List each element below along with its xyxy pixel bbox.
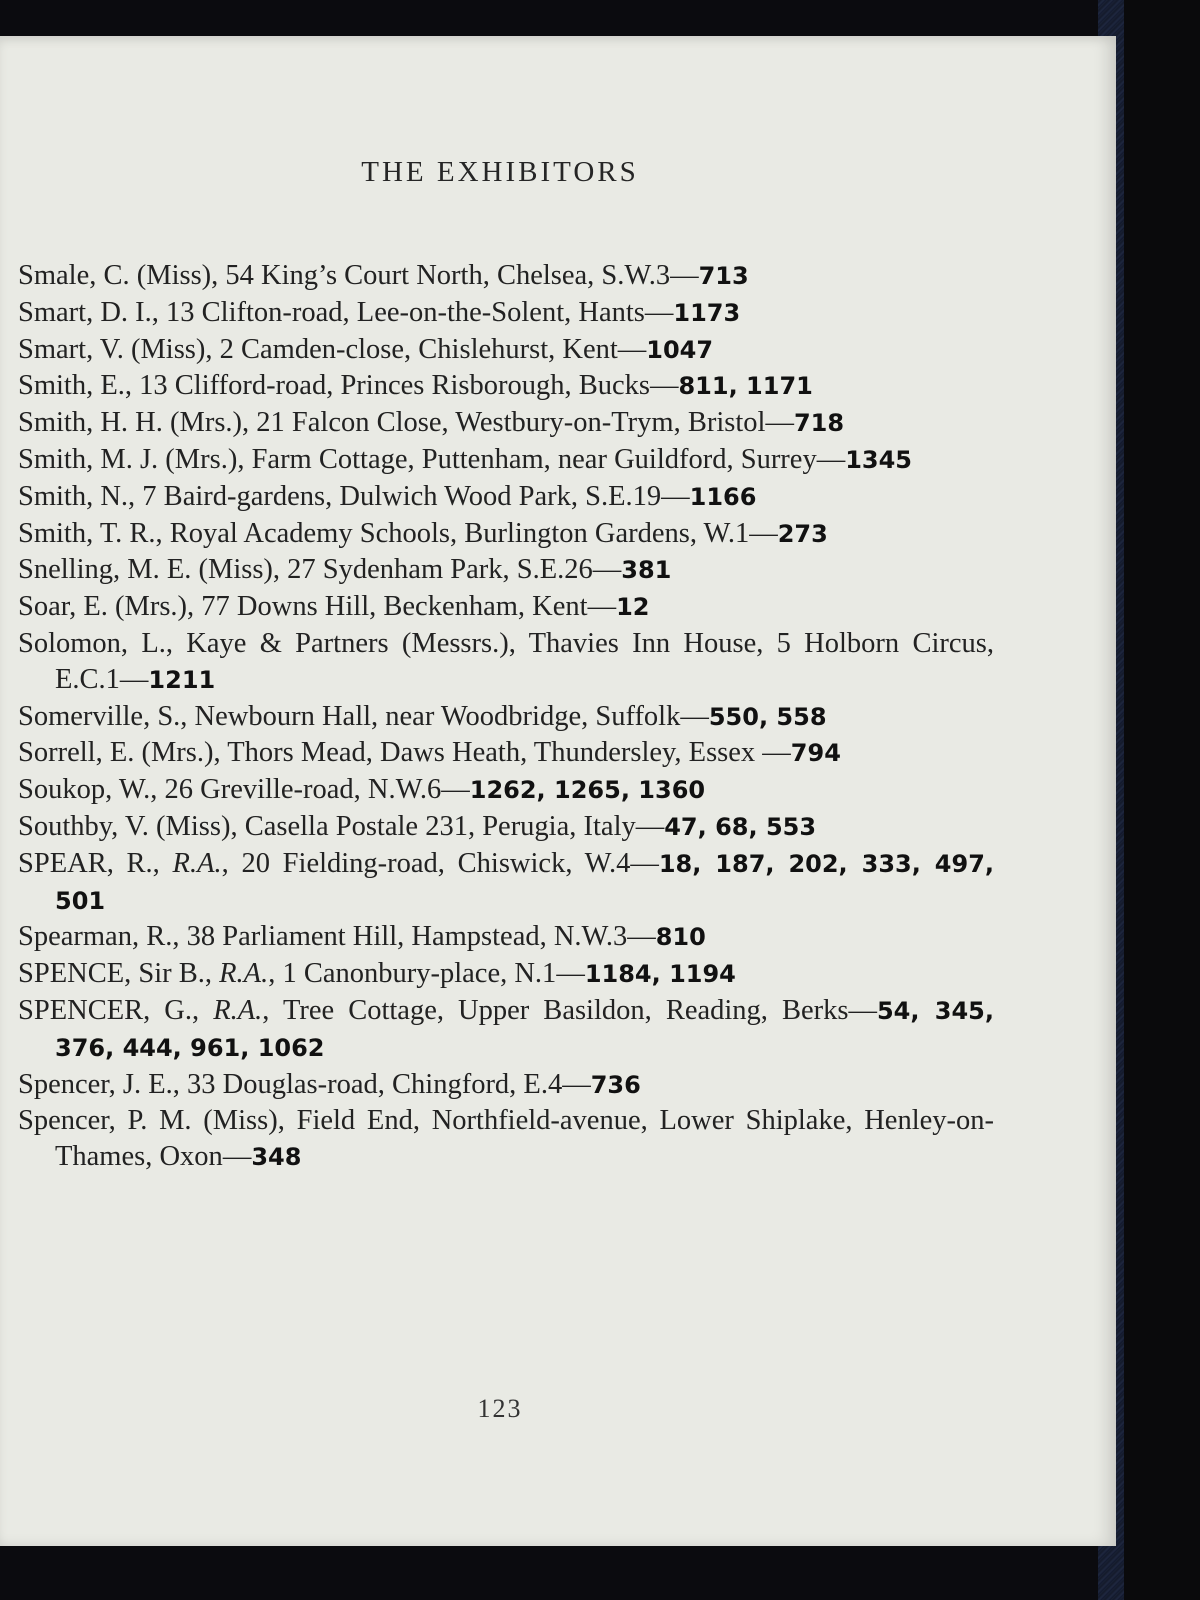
catalogue-numbers: 718 xyxy=(793,409,845,438)
book-page xyxy=(0,36,1116,1546)
academician-title: R.A. xyxy=(172,847,222,879)
academician-title: R.A. xyxy=(213,994,263,1026)
exhibitor-entry: Southby, V. (Miss), Casella Postale 231, Perugia, Italy—47, 68, 553 xyxy=(18,810,817,842)
entry-address: , Tree Cottage, Upper Basildon, Reading, Berks xyxy=(262,994,849,1026)
entry-text: Spearman, R., 38 Parliament Hill, Hampstead, N.W.3 xyxy=(18,921,628,953)
catalogue-numbers: 1262, 1265, 1360 xyxy=(469,776,706,805)
entry-text: Soukop, W., 26 Greville-road, N.W.6 xyxy=(18,774,442,806)
entry-text: Smith, H. H. (Mrs.), 21 Falcon Close, Westbury-on-Trym, Bristol xyxy=(18,407,766,439)
entry-text: Spencer, J. E., 33 Douglas-road, Chingford, E.4 xyxy=(18,1068,563,1100)
page-number: 123 xyxy=(477,1394,523,1423)
catalogue-numbers: 1211 xyxy=(148,665,216,694)
exhibitor-entry: SPENCE, Sir B., R.A., 1 Canonbury-place, N.1—1184, 1194 xyxy=(18,958,736,990)
catalogue-numbers: 1173 xyxy=(673,298,741,327)
entry-text: Solomon, L., Kaye & Partners (Messrs.), Thavies Inn House, 5 Holborn Circus, E.C.1 xyxy=(18,627,994,695)
exhibitor-entry: Soar, E. (Mrs.), 77 Downs Hill, Beckenham, Kent—12 xyxy=(18,591,650,623)
exhibitor-entry: Spencer, J. E., 33 Douglas-road, Chingford, E.4—736 xyxy=(18,1068,641,1100)
entry-address: , 20 Fielding-road, Chiswick, W.4 xyxy=(221,847,631,879)
catalogue-numbers: 18, 187, 202, 333, 497, 501 xyxy=(55,849,995,915)
scan-border xyxy=(1124,0,1200,1600)
exhibitor-entry: Smith, N., 7 Baird-gardens, Dulwich Wood Park, S.E.19—1166 xyxy=(18,480,757,512)
entry-text: Smith, M. J. (Mrs.), Farm Cottage, Puttenham, near Guildford, Surrey xyxy=(18,443,817,475)
catalogue-numbers: 1166 xyxy=(689,482,757,511)
running-head: THE EXHIBITORS xyxy=(361,156,639,188)
entry-text: Spencer, P. M. (Miss), Field End, Northfield-avenue, Lower Shiplake, Henley-on-Thames, Oxon xyxy=(18,1105,994,1173)
exhibitor-entry: Somerville, S., Newbourn Hall, near Woodbridge, Suffolk—550, 558 xyxy=(18,700,827,732)
entry-text: Soar, E. (Mrs.), 77 Downs Hill, Beckenham, Kent xyxy=(18,591,588,623)
catalogue-numbers: 381 xyxy=(621,556,672,585)
catalogue-numbers: 713 xyxy=(698,262,749,290)
catalogue-numbers: 1047 xyxy=(646,335,714,364)
catalogue-numbers: 550, 558 xyxy=(708,702,827,731)
academician-title: R.A. xyxy=(219,958,269,990)
entry-text: Sorrell, E. (Mrs.), Thors Mead, Daws Heath, Thundersley, Essex xyxy=(18,737,756,769)
exhibitor-entry: Smith, M. J. (Mrs.), Farm Cottage, Puttenham, near Guildford, Surrey—1345 xyxy=(18,443,912,475)
exhibitor-entry: Smith, H. H. (Mrs.), 21 Falcon Close, Westbury-on-Trym, Bristol—718 xyxy=(18,407,845,439)
catalogue-numbers: 736 xyxy=(590,1070,641,1099)
exhibitor-entry: Solomon, L., Kaye & Partners (Messrs.), Thavies Inn House, 5 Holborn Circus, E.C.1—1211 xyxy=(18,627,994,695)
catalogue-numbers: 273 xyxy=(777,519,828,548)
exhibitor-entry: Spencer, P. M. (Miss), Field End, Northfield-avenue, Lower Shiplake, Henley-on-Thames, Oxon—348 xyxy=(18,1105,994,1173)
exhibitor-entry: Smart, D. I., 13 Clifton-road, Lee-on-the-Solent, Hants—1173 xyxy=(18,296,741,328)
entry-text: Smith, T. R., Royal Academy Schools, Burlington Gardens, W.1 xyxy=(18,517,750,549)
exhibitor-entry: Smith, T. R., Royal Academy Schools, Burlington Gardens, W.1—273 xyxy=(18,517,828,549)
exhibitor-entry: Smith, E., 13 Clifford-road, Princes Risborough, Bucks—811, 1171 xyxy=(18,370,813,402)
catalogue-numbers: 1184, 1194 xyxy=(584,960,736,989)
exhibitor-entry: Smart, V. (Miss), 2 Camden-close, Chislehurst, Kent—1047 xyxy=(18,333,714,365)
catalogue-numbers: 794 xyxy=(790,739,841,768)
entry-text: Smale, C. (Miss), 54 King’s Court North, Chelsea, S.W.3 xyxy=(18,260,671,291)
exhibitor-name: SPENCE, Sir B., xyxy=(18,958,220,990)
exhibitor-list xyxy=(18,258,994,1176)
entry-text: Somerville, S., Newbourn Hall, near Woodbridge, Suffolk xyxy=(18,700,681,732)
exhibitor-entry: Sorrell, E. (Mrs.), Thors Mead, Daws Heath, Thundersley, Essex —794 xyxy=(18,737,841,769)
exhibitor-entry: Smale, C. (Miss), 54 King’s Court North, Chelsea, S.W.3—713 xyxy=(18,260,749,291)
entry-text: Smith, E., 13 Clifford-road, Princes Risborough, Bucks xyxy=(18,370,650,402)
entry-text: Snelling, M. E. (Miss), 27 Sydenham Park, S.E.26 xyxy=(18,554,593,586)
entry-text: Smart, D. I., 13 Clifton-road, Lee-on-the-Solent, Hants xyxy=(18,296,645,328)
exhibitor-name: SPEAR, R., xyxy=(18,847,173,879)
catalogue-numbers: 47, 68, 553 xyxy=(664,812,817,841)
catalogue-numbers: 1345 xyxy=(845,445,912,474)
exhibitor-entry: SPENCER, G., R.A., Tree Cottage, Upper Basildon, Reading, Berks—54, 345, 376, 444, 961, 1062 xyxy=(18,994,995,1062)
catalogue-numbers: 54, 345, 376, 444, 961, 1062 xyxy=(55,996,995,1062)
exhibitor-entry: Snelling, M. E. (Miss), 27 Sydenham Park, S.E.26—381 xyxy=(18,554,672,586)
entry-text: Smart, V. (Miss), 2 Camden-close, Chislehurst, Kent xyxy=(18,333,618,365)
exhibitor-entry: Soukop, W., 26 Greville-road, N.W.6—1262, 1265, 1360 xyxy=(18,774,706,806)
catalogue-numbers: 811, 1171 xyxy=(678,372,813,401)
entry-text: Southby, V. (Miss), Casella Postale 231, Perugia, Italy xyxy=(18,810,636,842)
catalogue-numbers: 348 xyxy=(251,1143,302,1172)
exhibitor-name: SPENCER, G., xyxy=(18,994,214,1026)
catalogue-numbers: 12 xyxy=(616,593,650,622)
catalogue-numbers: 810 xyxy=(655,923,706,952)
exhibitor-entry: Spearman, R., 38 Parliament Hill, Hampstead, N.W.3—810 xyxy=(18,921,706,953)
entry-address: , 1 Canonbury-place, N.1 xyxy=(268,958,557,990)
entry-text: Smith, N., 7 Baird-gardens, Dulwich Wood Park, S.E.19 xyxy=(18,480,662,512)
exhibitor-entry: SPEAR, R., R.A., 20 Fielding-road, Chiswick, W.4—18, 187, 202, 333, 497, 501 xyxy=(18,847,995,915)
